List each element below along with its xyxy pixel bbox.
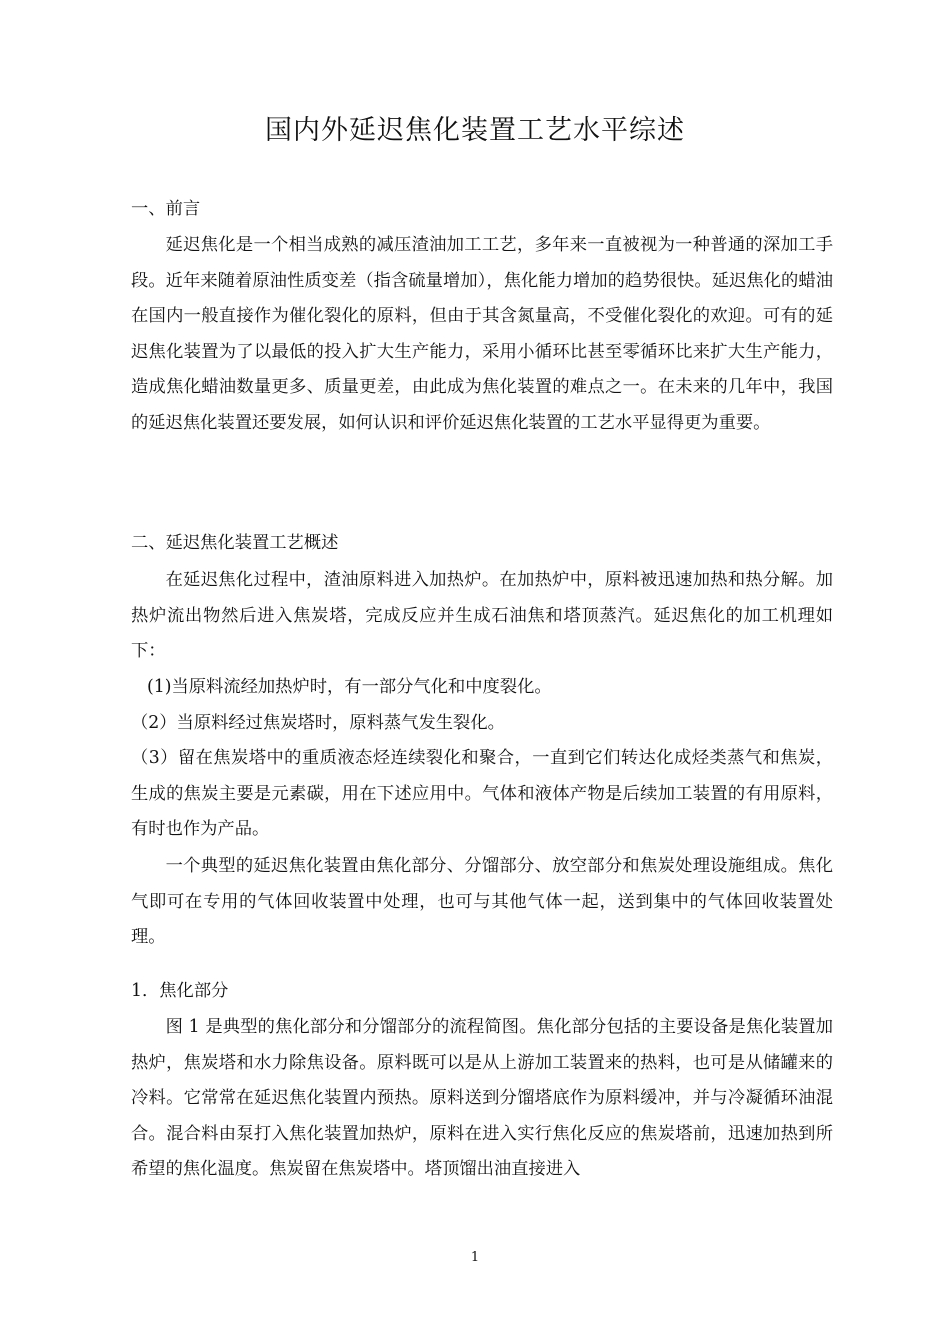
document-title: 国内外延迟焦化装置工艺水平综述 xyxy=(265,115,685,146)
section-1-paragraph: 延迟焦化是一个相当成熟的减压渣油加工工艺，多年来一直被视为一种普通的深加工手段。近年来随着原油性质变差（指含硫量增加），焦化能力增加的趋势很快。延迟焦化的蜡油在国内一般直接作为催化裂化的原料，但由于其含氮量高，不受催化裂化的欢迎。可有的延迟焦化装置为了以最低的投入扩大生产能力，采用小循环比甚至零循环比来扩大生产能力，造成焦化蜡油数量更多、质量更差，由此成为焦化装置的难点之一。在未来的几年中，我国的延迟焦化装置还要发展，如何认识和评价延迟焦化装置的工艺水平显得更为重要。 xyxy=(131,235,833,433)
section-2-heading: 二、延迟焦化装置工艺概述 xyxy=(131,533,339,553)
section-2-paragraph-2: 一个典型的延迟焦化装置由焦化部分、分馏部分、放空部分和焦炭处理设施组成。焦化气即可在专用的气体回收装置中处理，也可与其他气体一起，送到集中的气体回收装置处理。 xyxy=(131,856,833,948)
page-number: 1 xyxy=(470,1250,480,1265)
subsection-1-heading: 1．焦化部分 xyxy=(131,981,229,1001)
mechanism-item-1: (1)当原料流经加热炉时，有一部分气化和中度裂化。 xyxy=(147,677,552,697)
subsection-1-paragraph: 图 1 是典型的焦化部分和分馏部分的流程简图。焦化部分包括的主要设备是焦化装置加热炉，焦炭塔和水力除焦设备。原料既可以是从上游加工装置来的热料，也可是从储罐来的冷料。它常常在延迟焦化装置内预热。原料送到分馏塔底作为原料缓冲，并与冷凝循环油混合。混合料由泵打入焦化装置加热炉，原料在进入实行焦化反应的焦炭塔前，迅速加热到所希望的焦化温度。焦炭留在焦炭塔中。塔顶馏出油直接进入 xyxy=(131,1017,833,1180)
mechanism-item-3: （3）留在焦炭塔中的重质液态烃连续裂化和聚合，一直到它们转达化成烃类蒸气和焦炭，生成的焦炭主要是元素碳，用在下述应用中。气体和液体产物是后续加工装置的有用原料，有时也作为产品。 xyxy=(131,748,833,840)
mechanism-item-2: （2）当原料经过焦炭塔时，原料蒸气发生裂化。 xyxy=(131,713,505,733)
section-1-heading: 一、前言 xyxy=(131,199,201,219)
section-2-intro: 在延迟焦化过程中，渣油原料进入加热炉。在加热炉中，原料被迅速加热和热分解。加热炉流出物然后进入焦炭塔，完成反应并生成石油焦和塔顶蒸汽。延迟焦化的加工机理如下： xyxy=(131,570,833,662)
